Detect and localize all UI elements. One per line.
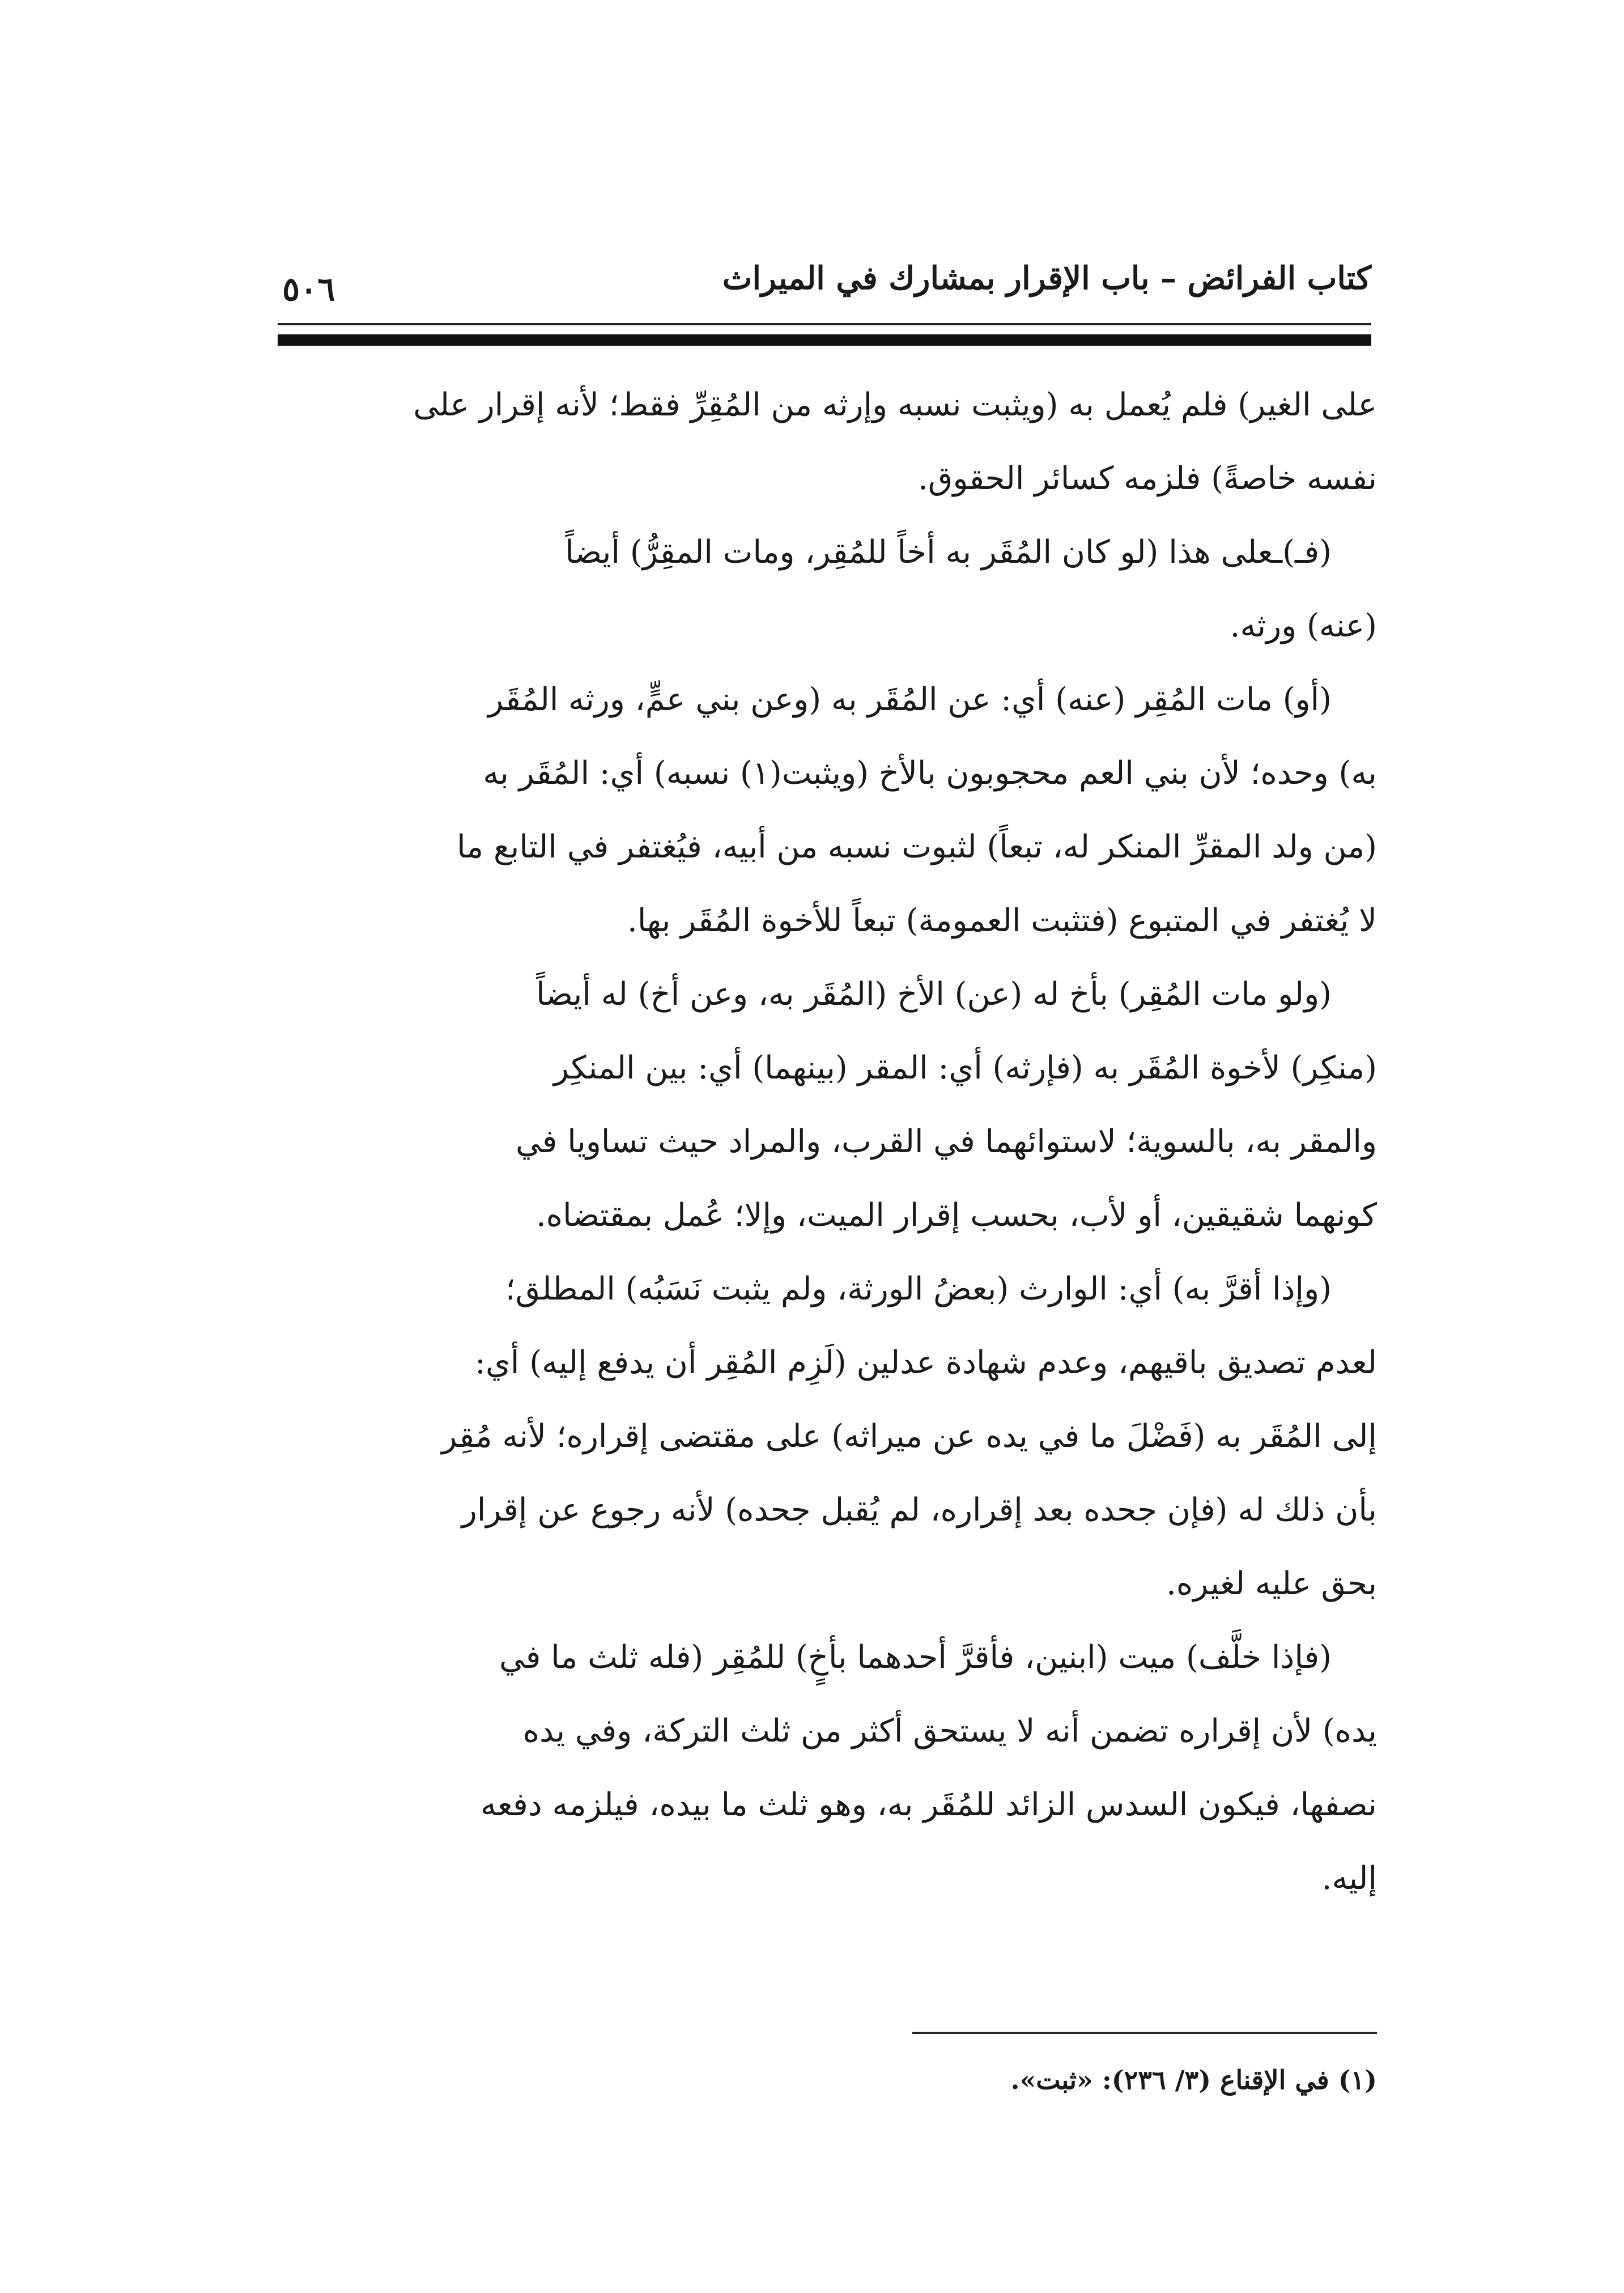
body-text (272, 368, 1377, 1916)
text-line: بأن ذلك له (فإن جحده بعد إقراره، لم يُقبل جحده) لأنه رجوع عن إقرار (461, 1492, 1377, 1528)
text-line: لعدم تصديق باقيهم، وعدم شهادة عدلين (لَزِم المُقِر أن يدفع إليه) أي: (475, 1344, 1377, 1381)
text-line: به) وحده؛ لأن بني العم محجوبون بالأخ (ويثبت(١) نسبه) أي: المُقَر به (483, 755, 1377, 792)
text-line: (ولو مات المُقِر) بأخ له (عن) الأخ (المُقَر به، وعن أخ) له أيضاً (536, 976, 1332, 1013)
text-line: (فـ)ـعلى هذا (لو كان المُقَر به أخاً للمُقِر، ومات المقِرُّ) أيضاً (565, 534, 1332, 571)
running-header (278, 249, 1371, 312)
text-line: والمقر به، بالسوية؛ لاستوائهما في القرب، والمراد حيث تساويا في (515, 1123, 1377, 1160)
text-line: نصفها، فيكون السدس الزائد للمُقَر به، وهو ثلث ما بيده، فيلزمه دفعه (481, 1786, 1377, 1823)
text-line: يده) لأن إقراره تضمن أنه لا يستحق أكثر من ثلث التركة، وفي يده (522, 1713, 1377, 1750)
footnote: (١) في الإقناع (٣/ ٢٣٦): «ثبت». (1010, 2065, 1377, 2095)
text-line: إليه. (1321, 1860, 1377, 1897)
text-line: بحق عليه لغيره. (1166, 1565, 1377, 1602)
header-title: كتاب الفرائض – باب الإقرار بمشارك في الميراث (722, 260, 1371, 297)
page-number: ٥٠٦ (282, 270, 335, 308)
text-line: (وإذا أقرَّ به) أي: الوارث (بعضُ الورثة، ولم يثبت نَسَبُه) المطلق؛ (505, 1271, 1332, 1307)
text-line: (منكِر) لأخوة المُقَر به (فإرثه) أي: المقر (بينهما) أي: بين المنكِر (553, 1050, 1377, 1086)
text-line: لا يُغتفر في المتبوع (فتثبت العمومة) تبعاً للأخوة المُقَر بها. (627, 902, 1377, 939)
text-line: إلى المُقَر به (فَضْلَ ما في يده عن ميراثه) على مقتضى إقراره؛ لأنه مُقِر (441, 1418, 1377, 1455)
header-rule-thick (278, 334, 1371, 346)
text-line: نفسه خاصةً) فلزمه كسائر الحقوق. (918, 460, 1377, 497)
text-line: كونهما شقيقين، أو لأب، بحسب إقرار الميت، وإلا؛ عُمل بمقتضاه. (536, 1197, 1377, 1234)
header-rule-thin (278, 323, 1371, 325)
text-line: (عنه) ورثه. (1230, 608, 1377, 644)
footnote-rule (912, 2032, 1377, 2034)
text-line: (من ولد المقرِّ المنكر له، تبعاً) لثبوت نسبه من أبيه، فيُغتفر في التابع ما (457, 829, 1377, 865)
text-line: (أو) مات المُقِر (عنه) أي: عن المُقَر به (وعن بني عمٍّ، ورثه المُقَر (488, 681, 1332, 718)
text-line: على الغير) فلم يُعمل به (ويثبت نسبه وإرثه من المُقِرِّ فقط؛ لأنه إقرار على (413, 387, 1377, 423)
text-line: (فإذا خلَّف) ميت (ابنين، فأقرَّ أحدهما بأخٍ) للمُقِر (فله ثلث ما في (499, 1639, 1332, 1676)
